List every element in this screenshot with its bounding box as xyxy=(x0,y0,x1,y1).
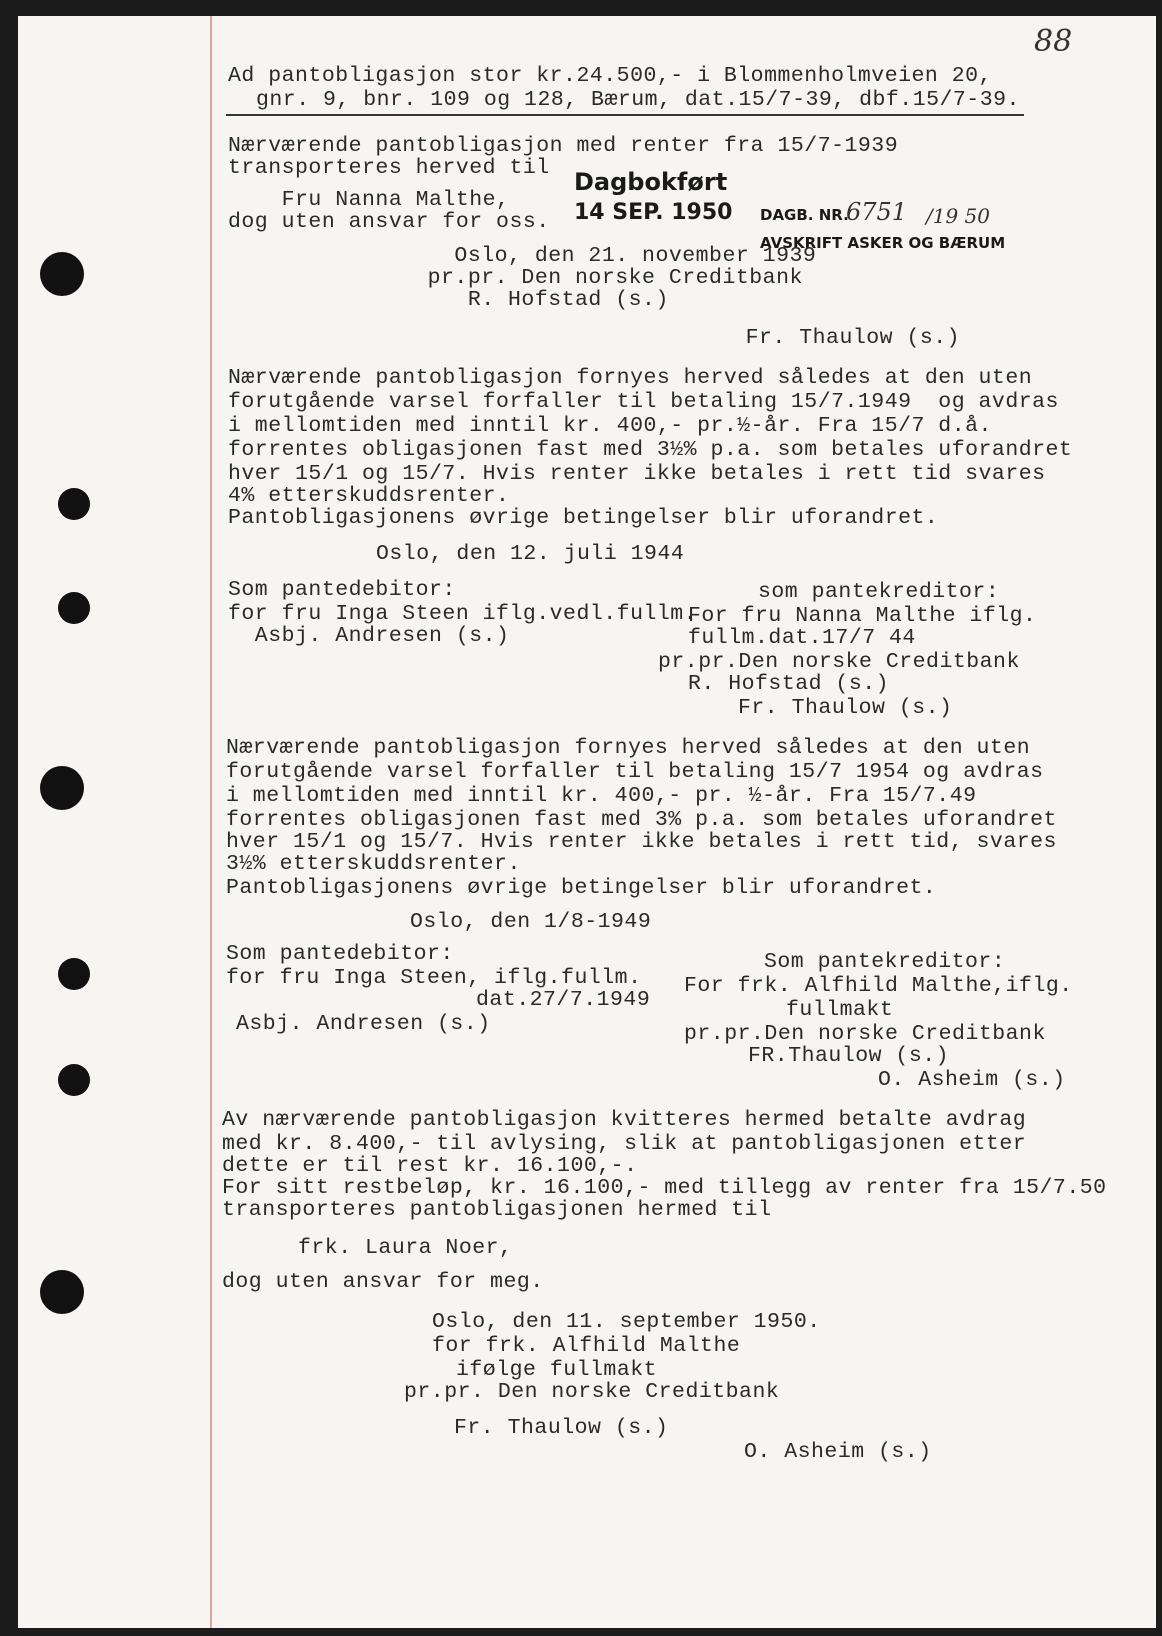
s2-line: 4% etterskuddsrenter. xyxy=(228,484,510,508)
s3-line: FR.Thaulow (s.) xyxy=(748,1044,950,1068)
s4-line: frk. Laura Noer, xyxy=(298,1236,513,1260)
s3-line: forutgående varsel forfaller til betaling 15/7 1954 og avdras xyxy=(226,760,1044,784)
s3-line: hver 15/1 og 15/7. Hvis renter ikke betales i rett tid, svares xyxy=(226,830,1057,854)
stamp-dagb-number: 6751 xyxy=(846,198,908,226)
s3-line: Pantobligasjonens øvrige betingelser blir uforandret. xyxy=(226,876,937,900)
s4-line: pr.pr. Den norske Creditbank xyxy=(404,1380,780,1404)
s4-line: O. Asheim (s.) xyxy=(744,1440,932,1464)
punch-hole xyxy=(40,766,84,810)
header-underline xyxy=(226,114,1024,116)
s4-line: med kr. 8.400,- til avlysing, slik at pantobligasjonen etter xyxy=(222,1132,1027,1156)
s2-line: pr.pr.Den norske Creditbank xyxy=(658,650,1020,674)
header-line-2: gnr. 9, bnr. 109 og 128, Bærum, dat.15/7-39, dbf.15/7-39. xyxy=(256,88,1020,112)
s1-line: R. Hofstad (s.) xyxy=(374,288,669,312)
s3-line: for fru Inga Steen, iflg.fullm. xyxy=(226,966,642,990)
s3-line: forrentes obligasjonen fast med 3% p.a. som betales uforandret xyxy=(226,808,1057,832)
s4-line: For sitt restbeløp, kr. 16.100,- med tillegg av renter fra 15/7.50 xyxy=(222,1176,1107,1200)
s2-line: Nærværende pantobligasjon fornyes herved således at den uten xyxy=(228,366,1033,390)
stamp-date: 14 SEP. 1950 xyxy=(574,200,733,225)
margin-rule xyxy=(210,16,212,1628)
s4-line: dette er til rest kr. 16.100,-. xyxy=(222,1154,638,1178)
s4-line: for frk. Alfhild Malthe xyxy=(432,1334,741,1358)
punch-hole xyxy=(58,1064,90,1096)
stamp-office: AVSKRIFT ASKER OG BÆRUM xyxy=(760,234,1006,252)
s1-line: Fr. Thaulow (s.) xyxy=(558,326,961,350)
s2-line: Pantobligasjonens øvrige betingelser blir uforandret. xyxy=(228,506,939,530)
s4-line: transporteres pantobligasjonen hermed til xyxy=(222,1198,772,1222)
stamp-dagb-year: /19 50 xyxy=(926,204,990,228)
document-page xyxy=(18,16,1156,1628)
s2-line: fullm.dat.17/7 44 xyxy=(688,626,916,650)
s1-line: pr.pr. Den norske Creditbank xyxy=(374,266,803,290)
s3-line: Som pantekreditor: xyxy=(764,950,1006,974)
s2-line: Oslo, den 12. juli 1944 xyxy=(376,542,685,566)
stamp-title: Dagbokført xyxy=(574,168,728,196)
s4-line: Av nærværende pantobligasjon kvitteres hermed betalte avdrag xyxy=(222,1108,1027,1132)
punch-hole xyxy=(58,592,90,624)
s3-line: pr.pr.Den norske Creditbank xyxy=(684,1022,1046,1046)
s3-line: i mellomtiden med inntil kr. 400,- pr. ½-år. Fra 15/7.49 xyxy=(226,784,977,808)
s2-line: for fru Inga Steen iflg.vedl.fullm. xyxy=(228,602,698,626)
s2-line: Asbj. Andresen (s.) xyxy=(228,624,510,648)
s2-line: forrentes obligasjonen fast med 3½% p.a. som betales uforandret xyxy=(228,438,1073,462)
s2-line: Fr. Thaulow (s.) xyxy=(738,696,953,720)
stamp-dagb-label: DAGB. NR. xyxy=(760,206,849,224)
s4-line: Oslo, den 11. september 1950. xyxy=(432,1310,821,1334)
s1-line: transporteres herved til xyxy=(228,156,550,180)
punch-hole xyxy=(58,958,90,990)
s4-line: dog uten ansvar for meg. xyxy=(222,1270,544,1294)
s4-line: Fr. Thaulow (s.) xyxy=(454,1416,669,1440)
s2-line: hver 15/1 og 15/7. Hvis renter ikke betales i rett tid svares xyxy=(228,462,1046,486)
s1-line: Fru Nanna Malthe, xyxy=(228,188,510,212)
s3-line: Nærværende pantobligasjon fornyes herved således at den uten xyxy=(226,736,1031,760)
s1-line: Nærværende pantobligasjon med renter fra 15/7-1939 xyxy=(228,134,899,158)
s2-line: som pantekreditor: xyxy=(758,580,1000,604)
s3-line: 3½% etterskuddsrenter. xyxy=(226,852,521,876)
s1-line: dog uten ansvar for oss. xyxy=(228,210,550,234)
punch-hole xyxy=(40,1270,84,1314)
s2-line: For fru Nanna Malthe iflg. xyxy=(688,604,1037,628)
s3-line: For frk. Alfhild Malthe,iflg. xyxy=(684,974,1073,998)
s3-line: Asbj. Andresen (s.) xyxy=(236,1012,491,1036)
punch-hole xyxy=(40,252,84,296)
s2-line: i mellomtiden med inntil kr. 400,- pr.½-år. Fra 15/7 d.å. xyxy=(228,414,992,438)
s2-line: forutgående varsel forfaller til betaling 15/7.1949 og avdras xyxy=(228,390,1059,414)
s3-line: Oslo, den 1/8-1949 xyxy=(410,910,652,934)
s3-line: O. Asheim (s.) xyxy=(878,1068,1066,1092)
s3-line: fullmakt xyxy=(786,998,894,1022)
page-number: 88 xyxy=(1034,24,1073,59)
s2-line: R. Hofstad (s.) xyxy=(688,672,890,696)
header-line-1: Ad pantobligasjon stor kr.24.500,- i Blommenholmveien 20, xyxy=(228,64,992,88)
s4-line: ifølge fullmakt xyxy=(456,1358,658,1382)
punch-hole xyxy=(58,488,90,520)
s3-line: Som pantedebitor: xyxy=(226,942,454,966)
s2-line: Som pantedebitor: xyxy=(228,578,456,602)
s1-line: Oslo, den 21. november 1939 xyxy=(374,244,817,268)
s3-line: dat.27/7.1949 xyxy=(476,988,651,1012)
